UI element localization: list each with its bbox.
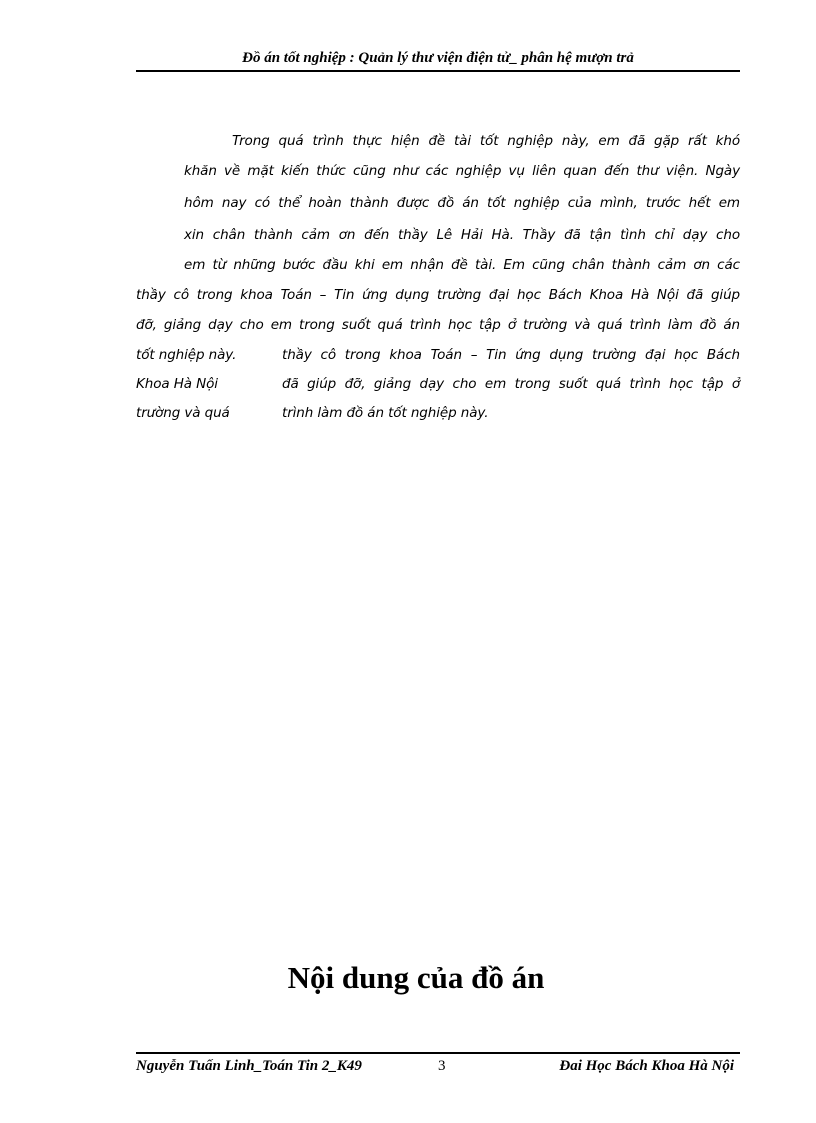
paragraph-line-left: trường và quá [136, 405, 230, 421]
footer-university: Đai Học Bách Khoa Hà Nội [559, 1058, 734, 1074]
header-divider [136, 70, 740, 72]
paragraph-line-right: trình làm đồ án tốt nghiệp này. [282, 405, 489, 421]
paragraph-line: đỡ, giảng dạy cho em trong suốt quá trình học tập ở trường và quá trình làm đồ án [136, 317, 740, 333]
page-number: 3 [438, 1058, 446, 1074]
paragraph-line: Trong quá trình thực hiện đề tài tốt nghiệp này, em đã gặp rất khó [232, 133, 740, 149]
section-title: Nội dung của đồ án [287, 960, 545, 995]
paragraph-line-right: thầy cô trong khoa Toán – Tin ứng dụng trường đại học Bách [282, 347, 740, 363]
footer-divider [136, 1052, 740, 1054]
paragraph-line: khăn về mặt kiến thức cũng như các nghiệp vụ liên quan đến thư viện. Ngày [184, 163, 740, 179]
paragraph-line: xin chân thành cảm ơn đến thầy Lê Hải Hà. Thầy đã tận tình chỉ dạy cho [184, 227, 740, 243]
paragraph-line-left: tốt nghiệp này. [136, 347, 237, 363]
paragraph-line-right: đã giúp đỡ, giảng dạy cho em trong suốt quá trình học tập ở [282, 376, 740, 392]
paragraph-line: hôm nay có thể hoàn thành được đồ án tốt nghiệp của mình, trước hết em [184, 195, 740, 211]
footer-author: Nguyễn Tuấn Linh_Toán Tin 2_K49 [136, 1058, 362, 1074]
paragraph-line: thầy cô trong khoa Toán – Tin ứng dụng trường đại học Bách Khoa Hà Nội đã giúp [136, 287, 740, 303]
paragraph-line: em từ những bước đầu khi em nhận đề tài. Em cũng chân thành cảm ơn các [184, 257, 740, 273]
paragraph-line-left: Khoa Hà Nội [136, 376, 218, 392]
page-header-title: Đồ án tốt nghiệp : Quản lý thư viện điện tử_ phân hệ mượn trả [242, 50, 634, 66]
